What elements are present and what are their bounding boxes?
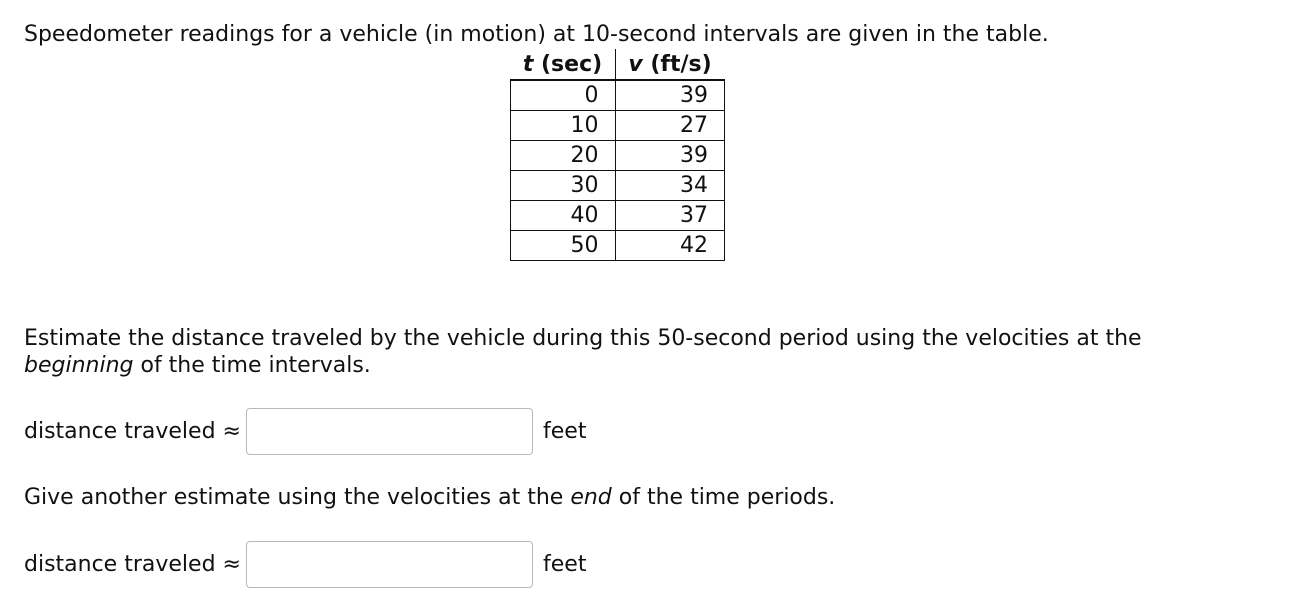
table-row [511, 230, 725, 260]
question-1-line-2 [24, 352, 371, 379]
table-row [511, 110, 725, 140]
problem-intro: Speedometer readings for a vehicle (in motion) at 10-second intervals are given in the table. [24, 22, 1049, 47]
question-2-post: of the time periods. [611, 485, 836, 510]
time-cell: 40 [511, 200, 616, 230]
question-1-emphasis: beginning [24, 353, 134, 378]
time-cell: 30 [511, 170, 616, 200]
velocity-cell: 37 [615, 200, 725, 230]
table-row [511, 80, 725, 110]
table-row [511, 140, 725, 170]
answer-1-label: distance traveled ≈ [24, 418, 241, 444]
question-2-emphasis: end [570, 485, 612, 510]
time-cell: 50 [511, 230, 616, 260]
question-2 [24, 484, 835, 511]
velocity-cell: 39 [615, 80, 725, 110]
header-velocity-var: v [628, 51, 643, 77]
answer-1-unit: feet [543, 418, 587, 444]
header-velocity [615, 49, 725, 80]
time-cell: 0 [511, 80, 616, 110]
velocity-cell: 27 [615, 110, 725, 140]
answer-row-1 [24, 407, 586, 455]
header-time-unit: (sec) [533, 51, 603, 77]
velocity-cell: 42 [615, 230, 725, 260]
velocity-cell: 34 [615, 170, 725, 200]
table-row [511, 200, 725, 230]
question-1-line-1: Estimate the distance traveled by the vehicle during this 50-second period using the velocities at the [24, 326, 1142, 351]
speedometer-table [510, 49, 725, 261]
header-time [511, 49, 616, 80]
answer-row-2 [24, 540, 586, 588]
question-1-rest: of the time intervals. [133, 353, 371, 378]
answer-2-unit: feet [543, 551, 587, 577]
table-header-row [511, 49, 725, 80]
answer-1-input[interactable] [246, 408, 533, 455]
time-cell: 10 [511, 110, 616, 140]
question-2-pre: Give another estimate using the velocities at the [24, 485, 571, 510]
header-time-var: t [522, 51, 534, 77]
answer-2-input[interactable] [246, 541, 533, 588]
table-row [511, 170, 725, 200]
time-cell: 20 [511, 140, 616, 170]
velocity-cell: 39 [615, 140, 725, 170]
header-velocity-unit: (ft/s) [642, 51, 712, 77]
answer-2-label: distance traveled ≈ [24, 551, 241, 577]
